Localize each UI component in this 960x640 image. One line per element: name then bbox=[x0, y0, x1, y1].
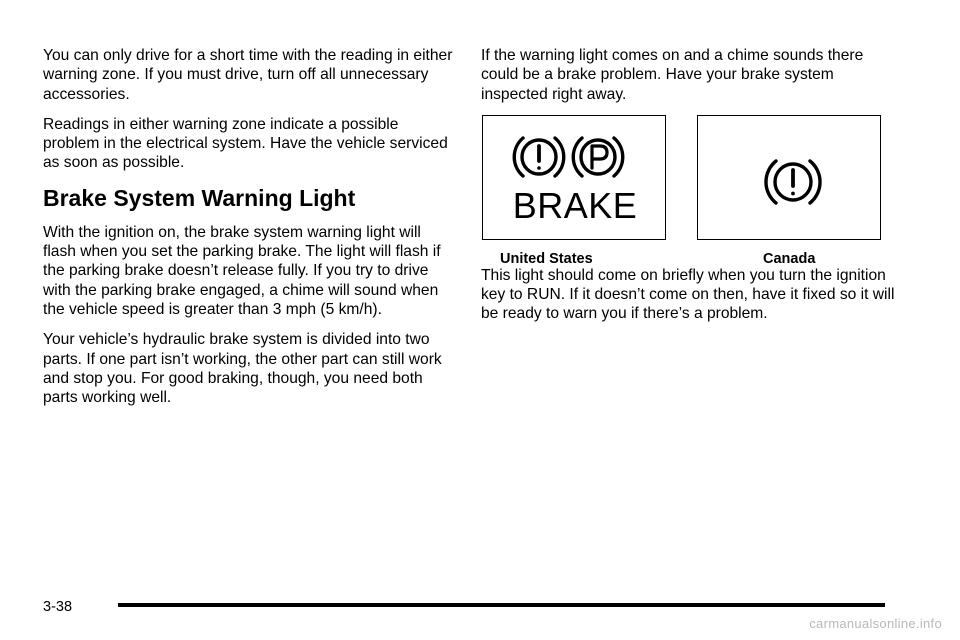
canada-brake-symbol bbox=[698, 116, 882, 241]
right-column bbox=[481, 46, 901, 335]
brake-label: BRAKE bbox=[512, 184, 638, 226]
figure-canada bbox=[697, 115, 881, 268]
caption-canada: Canada bbox=[763, 250, 816, 267]
paragraph-warning-zone-service: Readings in either warning zone indicate a possible problem in the electrical system. Have the vehicle serviced as soon as possible. bbox=[43, 115, 448, 172]
section-heading: Brake System Warning Light bbox=[43, 184, 356, 211]
paragraph-hydraulic-system: Your vehicle’s hydraulic brake system is divided into two parts. If one part isn’t working, the other part can still work and stop you. For good braking, though, you need both parts working well. bbox=[43, 331, 442, 407]
page-number: 3-38 bbox=[43, 599, 73, 615]
left-column bbox=[43, 46, 453, 418]
page-footer bbox=[0, 596, 960, 616]
watermark: carmanualsonline.info bbox=[809, 616, 942, 631]
brake-warning-icon bbox=[514, 138, 564, 176]
paragraph-warning-chime: If the warning light comes on and a chime sounds there could be a brake problem. Have your brake system inspected right away. bbox=[481, 47, 864, 103]
brake-warning-icon bbox=[766, 161, 820, 203]
parking-brake-icon bbox=[573, 138, 623, 176]
us-warning-light-box bbox=[482, 115, 666, 240]
footer-rule bbox=[118, 603, 885, 607]
paragraph-bulb-check: This light should come on briefly when you turn the ignition key to RUN. If it doesn’t come on then, have it fixed so it will be ready to warn you if there’s a problem. bbox=[481, 266, 895, 323]
caption-united-states: United States bbox=[500, 250, 593, 267]
canada-warning-light-box bbox=[697, 115, 881, 240]
warning-light-figures bbox=[481, 115, 901, 267]
figure-united-states bbox=[482, 115, 666, 268]
paragraph-warning-zone-drive: You can only drive for a short time with the reading in either warning zone. If you must drive, turn off all unnecessary accessories. bbox=[43, 47, 453, 103]
paragraph-brake-light-flash: With the ignition on, the brake system warning light will flash when you set the parking brake. The light will flash if the parking brake doesn’t release fully. If you try to drive with the parking brake engaged, a chime will sound when the vehicle speed is greater than 3 mph (5 km/h). bbox=[43, 223, 441, 318]
